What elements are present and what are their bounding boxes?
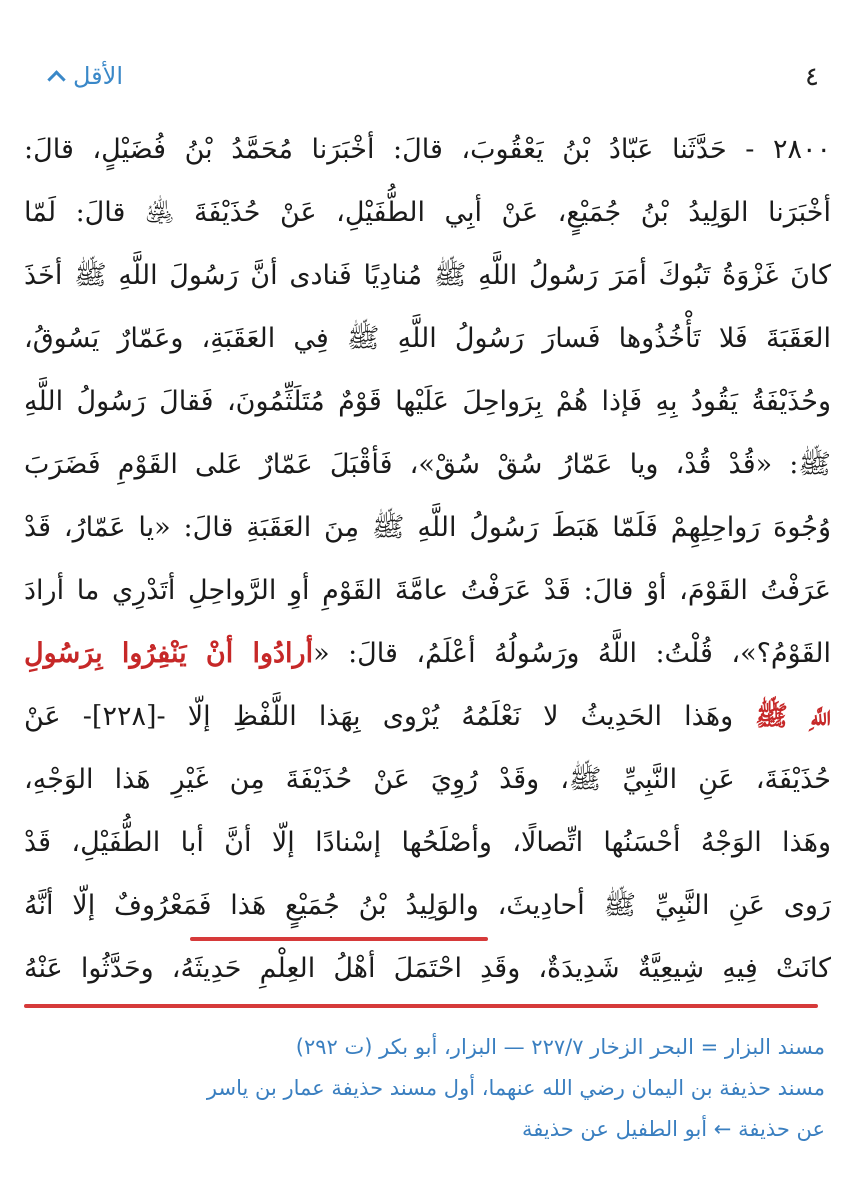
collapse-link[interactable] (50, 62, 123, 90)
text-segment: وهَذا الحَدِيثُ لا نَعْلَمُهُ يُرْوى بِهَذا اللَّفْظِ إلّا -[٢٢٨]- عَنْ (24, 701, 756, 732)
text-line: ٢٨٠٠ - حَدَّثَنا عَبّادُ بْنُ يَعْقُوبَ، قالَ: أخْبَرَنا مُحَمَّدُ بْنُ فُضَيْلٍ، قالَ: (24, 134, 831, 165)
text-line: كانَتْ فِيهِ شِيعِيَّةٌ شَدِيدَةٌ، وقَدِ احْتَمَلَ أهْلُ العِلْمِ حَدِيثَهُ، وحَدَّثُوا عَنْهُ (24, 953, 831, 984)
page-header (0, 62, 853, 102)
red-underline-mark (190, 937, 488, 941)
text-line: وهَذا الوَجْهُ أحْسَنُها اتِّصالًا، وأصْلَحُها إسْنادًا إلّا أنَّ أبا الطُّفَيْلِ، قَدْ (24, 827, 831, 858)
source-link[interactable]: مسند البزار = البحر الزخار ٢٢٧/٧ — البزار، أبو بكر (ت ٢٩٢) (295, 1035, 825, 1059)
hadith-text (24, 118, 831, 1000)
text-line: أخْبَرَنا الوَلِيدُ بْنُ جُمَيْعٍ، عَنْ أبِي الطُّفَيْلِ، عَنْ حُذَيْفَةَ ﵁ قالَ: لَمّا (24, 197, 831, 228)
text-line: وُجُوهَ رَواحِلِهِمْ فَلَمّا هَبَطَ رَسُولُ اللَّهِ ﷺ مِنَ العَقَبَةِ قالَ: «يا عَمّارُ، قَدْ (24, 512, 831, 543)
collapse-label: الأقل (73, 62, 124, 90)
text-line: كانَ غَزْوَةُ تَبُوكَ أمَرَ رَسُولُ اللَّهِ ﷺ مُنادِيًا فَنادى أنَّ رَسُولَ اللَّهِ ﷺ أخَذَ (24, 260, 831, 291)
text-line-with-highlight (24, 685, 831, 748)
source-metadata (20, 1027, 825, 1150)
text-line-with-highlight (24, 622, 831, 685)
text-line: عَرَفْتُ القَوْمَ، أوْ قالَ: قَدْ عَرَفْتُ عامَّةَ القَوْمِ أوِ الرَّواحِلِ أتَدْرِي ما أرادَ (24, 575, 831, 606)
section-link[interactable]: عن حذيفة ← أبو الطفيل عن حذيفة (522, 1117, 825, 1141)
chapter-link[interactable]: مسند حذيفة بن اليمان رضي الله عنهما، أول مسند حذيفة عمار بن ياسر (206, 1076, 825, 1100)
text-segment: القَوْمُ؟»، قُلْتُ: اللَّهُ ورَسُولُهُ أعْلَمُ، قالَ: « (313, 638, 831, 669)
page-number: ٤ (805, 62, 819, 92)
text-line: العَقَبَةَ فَلا تَأْخُذُوها فَسارَ رَسُولُ اللَّهِ ﷺ فِي العَقَبَةِ، وعَمّارٌ يَسُوقُ، (24, 323, 831, 354)
text-line: ﷺ: «قُدْ قُدْ، ويا عَمّارُ سُقْ سُقْ»، فَأقْبَلَ عَمّارٌ عَلى القَوْمِ فَضَرَبَ (24, 449, 831, 480)
red-underline-mark (24, 1004, 818, 1008)
highlighted-phrase: أرادُوا أنْ يَنْفِرُوا بِرَسُولِ (24, 638, 314, 669)
text-line: رَوى عَنِ النَّبِيِّ ﷺ أحادِيثَ، والوَلِيدُ بْنُ جُمَيْعٍ هَذا فَمَعْرُوفٌ إلّا أنَّهُ (24, 890, 831, 921)
text-line: وحُذَيْفَةُ يَقُودُ بِهِ فَإذا هُمْ بِرَواحِلَ عَلَيْها قَوْمٌ مُتَلَثِّمُونَ، فَقالَ رَسُولُ اللَّهِ (24, 386, 831, 417)
text-line: حُذَيْفَةَ، عَنِ النَّبِيِّ ﷺ، وقَدْ رُوِيَ عَنْ حُذَيْفَةَ مِن غَيْرِ هَذا الوَجْهِ، (24, 764, 831, 795)
highlighted-phrase: اللَّهِ ﷺ (755, 701, 831, 732)
chevron-up-icon (47, 70, 65, 88)
